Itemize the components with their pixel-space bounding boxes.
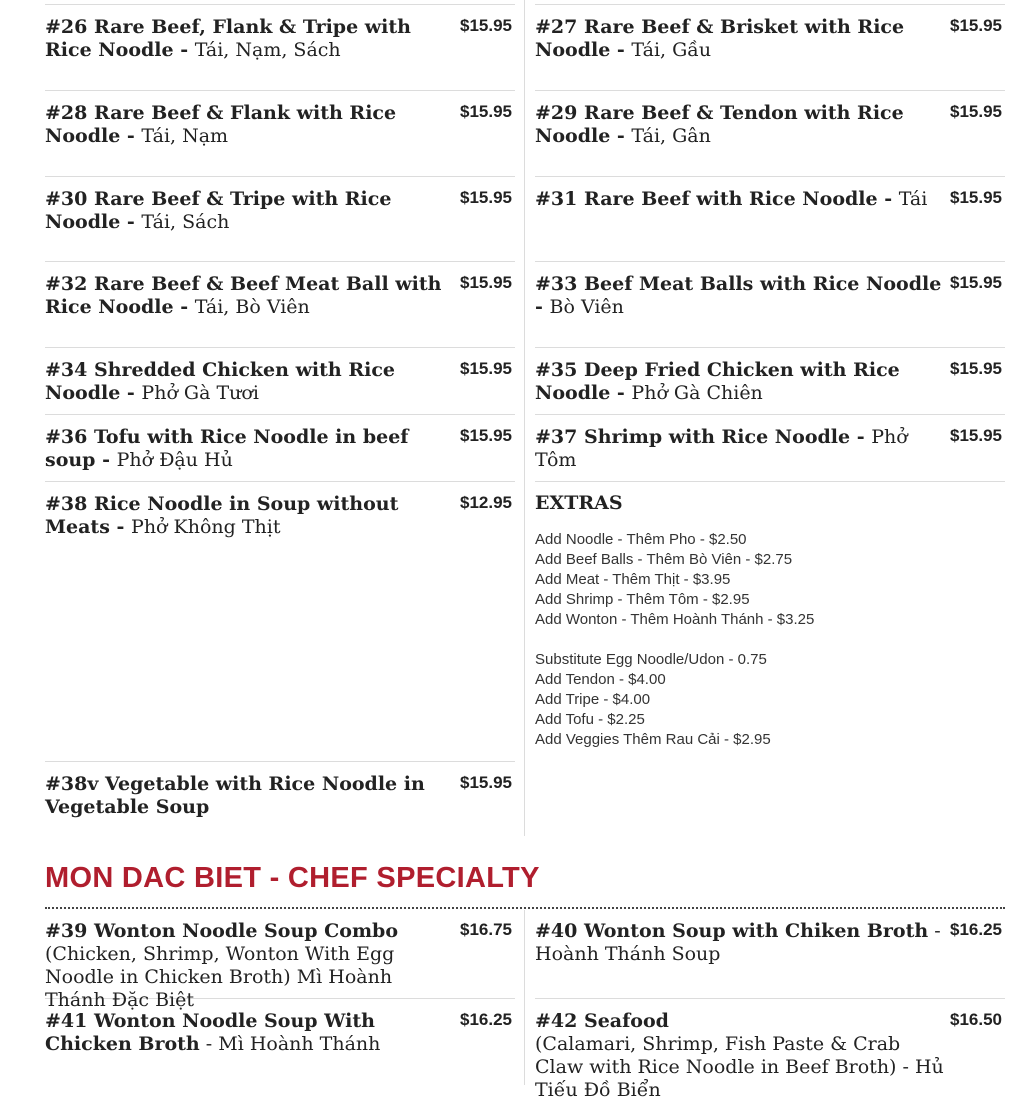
- extras-line: Add Tripe - $4.00: [535, 691, 651, 708]
- item-vietnamese-name: Tái, Gân: [631, 125, 711, 147]
- item-vietnamese-name: Phở Tôm: [535, 426, 908, 471]
- item-price: $15.95: [460, 102, 512, 121]
- item-name: #35 Deep Fried Chicken with Rice Noodle -: [535, 359, 900, 404]
- item-price: $16.25: [460, 1010, 512, 1029]
- item-price: $16.50: [950, 1010, 1002, 1029]
- item-name: #26 Rare Beef, Flank & Tripe with Rice Noodle -: [45, 16, 411, 61]
- item-name: #38 Rice Noodle in Soup without Meats -: [45, 493, 399, 538]
- extras-line: Add Meat - Thêm Thịt - $3.95: [535, 571, 731, 588]
- item-price: $15.95: [950, 16, 1002, 35]
- item-name: #39 Wonton Noodle Soup Combo: [45, 920, 399, 942]
- menu-item-30: [45, 176, 515, 261]
- item-vietnamese-name: Phở Đậu Hủ: [116, 449, 233, 471]
- menu-item-28: [45, 90, 515, 176]
- menu-item-27: [535, 4, 1005, 90]
- item-price: $15.95: [950, 426, 1002, 445]
- menu-item-37: [535, 414, 1005, 481]
- item-description: (Calamari, Shrimp, Fish Paste & Crab Claw with Rice Noodle in Beef Broth) - Hủ Tiếu Đồ Biển: [535, 1033, 944, 1101]
- menu-item-40: [535, 908, 1005, 998]
- menu-item-26: [45, 4, 515, 90]
- item-price: $15.95: [950, 188, 1002, 207]
- extras-line: Add Wonton - Thêm Hoành Thánh - $3.25: [535, 611, 815, 628]
- extras-heading: EXTRAS: [535, 492, 623, 514]
- item-price: $15.95: [950, 102, 1002, 121]
- menu-item-42: [535, 998, 1005, 1101]
- item-name: #38v Vegetable with Rice Noodle in Vegetable Soup: [45, 773, 425, 818]
- item-vietnamese-name: Bò Viên: [549, 296, 624, 318]
- item-price: $15.95: [460, 273, 512, 292]
- item-name: #32 Rare Beef & Beef Meat Ball with Rice Noodle -: [45, 273, 442, 318]
- item-vietnamese-name: Phở Không Thịt: [131, 516, 281, 538]
- item-vietnamese-name: Tái, Bò Viên: [194, 296, 310, 318]
- item-price: $15.95: [460, 773, 512, 792]
- item-price: $15.95: [460, 359, 512, 378]
- extras-line: Substitute Egg Noodle/Udon - 0.75: [535, 651, 767, 668]
- extras-line: Add Veggies Thêm Rau Cải - $2.95: [535, 731, 771, 748]
- item-vietnamese-name: Phở Gà Chiên: [631, 382, 763, 404]
- extras-line: Add Tendon - $4.00: [535, 671, 666, 688]
- divider: [535, 481, 1005, 482]
- menu-item-32: [45, 261, 515, 347]
- section-title-chef-specialty: MON DAC BIET - CHEF SPECIALTY: [45, 862, 540, 894]
- item-price: $15.95: [460, 188, 512, 207]
- item-name: #33 Beef Meat Balls with Rice Noodle -: [535, 273, 942, 318]
- item-vietnamese-name: Tái, Sách: [141, 211, 230, 233]
- column-divider: [524, 0, 525, 836]
- extras-line: Add Shrimp - Thêm Tôm - $2.95: [535, 591, 750, 608]
- item-price: $15.95: [460, 426, 512, 445]
- item-name: #41 Wonton Noodle Soup With Chicken Broth: [45, 1010, 375, 1055]
- item-name: #34 Shredded Chicken with Rice Noodle -: [45, 359, 396, 404]
- menu-item-31: [535, 176, 1005, 261]
- extras-line: Add Noodle - Thêm Pho - $2.50: [535, 531, 747, 548]
- menu-item-36: [45, 414, 515, 481]
- item-price: $15.95: [460, 16, 512, 35]
- item-name: #42 Seafood: [535, 1010, 669, 1032]
- item-price: $16.75: [460, 920, 512, 939]
- item-vietnamese-name: - Mì Hoành Thánh: [199, 1033, 381, 1055]
- menu-item-38v: [45, 761, 515, 836]
- menu-item-41: [45, 998, 515, 1085]
- item-name: #30 Rare Beef & Tripe with Rice Noodle -: [45, 188, 392, 233]
- item-vietnamese-name: - Hoành Thánh Soup: [535, 920, 941, 965]
- item-description: (Chicken, Shrimp, Wonton With Egg Noodle in Chicken Broth) Mì Hoành Thánh Đặc Biệt: [45, 943, 395, 1011]
- menu-item-39: [45, 908, 515, 1011]
- item-price: $15.95: [950, 359, 1002, 378]
- menu-item-29: [535, 90, 1005, 176]
- item-vietnamese-name: Tái: [898, 188, 928, 210]
- item-vietnamese-name: Tái, Nạm: [141, 125, 229, 147]
- item-name: #27 Rare Beef & Brisket with Rice Noodle -: [535, 16, 905, 61]
- extras-line: Add Tofu - $2.25: [535, 711, 645, 728]
- menu-item-35: [535, 347, 1005, 414]
- item-name: #31 Rare Beef with Rice Noodle -: [535, 188, 899, 210]
- menu-item-38: [45, 481, 515, 761]
- item-name: #40 Wonton Soup with Chiken Broth: [535, 920, 929, 942]
- item-name: #37 Shrimp with Rice Noodle -: [535, 426, 872, 448]
- item-vietnamese-name: Tái, Nạm, Sách: [194, 39, 341, 61]
- item-name: #29 Rare Beef & Tendon with Rice Noodle -: [535, 102, 904, 147]
- item-name: #36 Tofu with Rice Noodle in beef soup -: [45, 426, 409, 471]
- item-vietnamese-name: Phở Gà Tươi: [141, 382, 259, 404]
- item-name: #28 Rare Beef & Flank with Rice Noodle -: [45, 102, 397, 147]
- item-price: $15.95: [950, 273, 1002, 292]
- item-vietnamese-name: Tái, Gầu: [631, 39, 712, 61]
- menu-item-33: [535, 261, 1005, 347]
- column-divider: [524, 910, 525, 1085]
- item-price: $12.95: [460, 493, 512, 512]
- menu-item-34: [45, 347, 515, 414]
- extras-line: Add Beef Balls - Thêm Bò Viên - $2.75: [535, 551, 793, 568]
- item-price: $16.25: [950, 920, 1002, 939]
